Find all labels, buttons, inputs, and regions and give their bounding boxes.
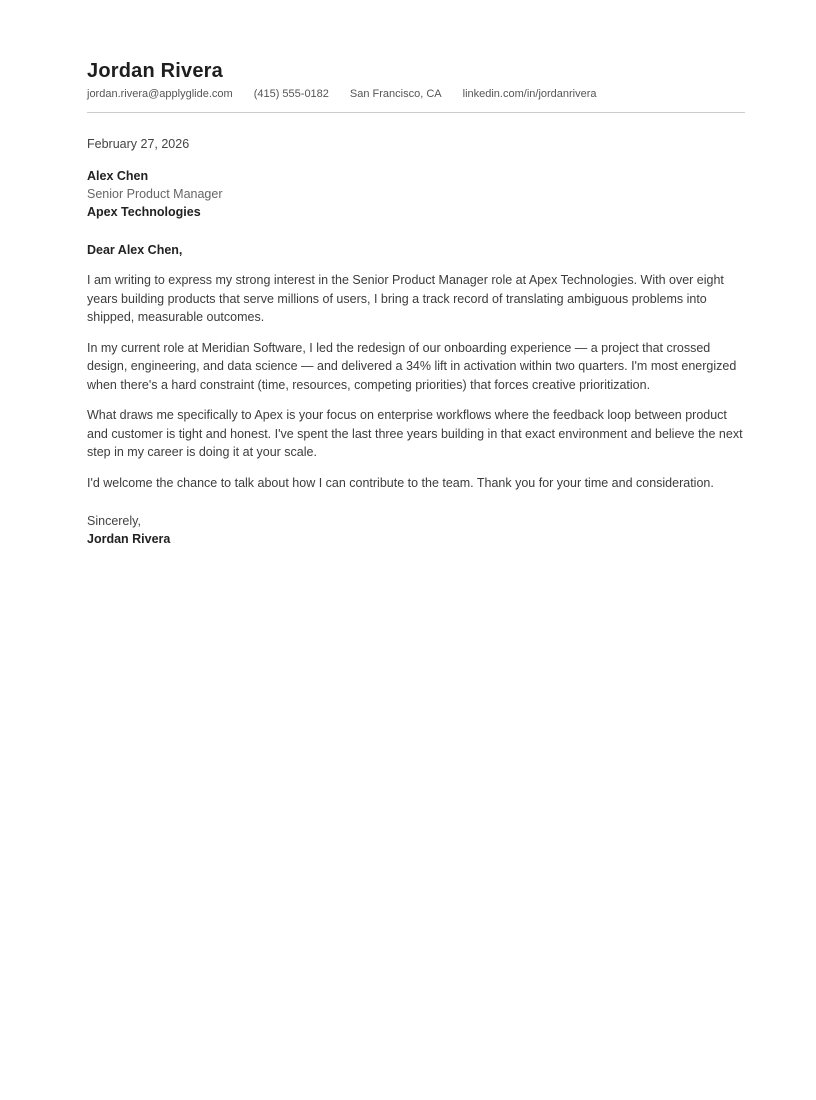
cover-letter <box>0 0 816 548</box>
header-divider <box>87 112 745 113</box>
contact-row <box>87 88 745 101</box>
closing-block <box>87 512 745 548</box>
body-paragraph: What draws me specifically to Apex is your focus on enterprise workflows where the feedback loop between product and customer is tight and honest. I've spent the last three years building in that exact environment and believe the next step in my career is doing it at your scale. <box>87 408 743 459</box>
body-paragraph: I'd welcome the chance to talk about how I can contribute to the team. Thank you for your time and consideration. <box>87 475 714 490</box>
salutation: Dear Alex Chen, <box>87 243 183 257</box>
body-paragraph: In my current role at Meridian Software, I led the redesign of our onboarding experience — a project that crossed design, engineering, and data science — and delivered a 34% lift in activation within two quarters. I'm most energized when there's a hard constraint (time, resources, competing priorities) that forces creative prioritization. <box>87 340 737 392</box>
signature-name: Jordan Rivera <box>87 532 171 546</box>
contact-phone: (415) 555-0182 <box>253 88 329 100</box>
recipient-block <box>87 167 745 221</box>
candidate-name-heading: Jordan Rivera <box>87 60 223 82</box>
valediction: Sincerely, <box>87 514 141 528</box>
recipient-name: Alex Chen <box>87 169 149 183</box>
contact-linkedin: linkedin.com/in/jordanrivera <box>462 88 597 100</box>
contact-location: San Francisco, CA <box>349 88 442 100</box>
letter-date: February 27, 2026 <box>87 137 190 151</box>
contact-email: jordan.rivera@applyglide.com <box>87 88 233 100</box>
recipient-company: Apex Technologies <box>87 205 201 219</box>
recipient-title: Senior Product Manager <box>87 187 223 201</box>
body-paragraph: I am writing to express my strong interest in the Senior Product Manager role at Apex Technologies. With over eight years building products that serve millions of users, I bring a track record of translating ambiguous problems into shipped, measurable outcomes. <box>87 273 724 324</box>
